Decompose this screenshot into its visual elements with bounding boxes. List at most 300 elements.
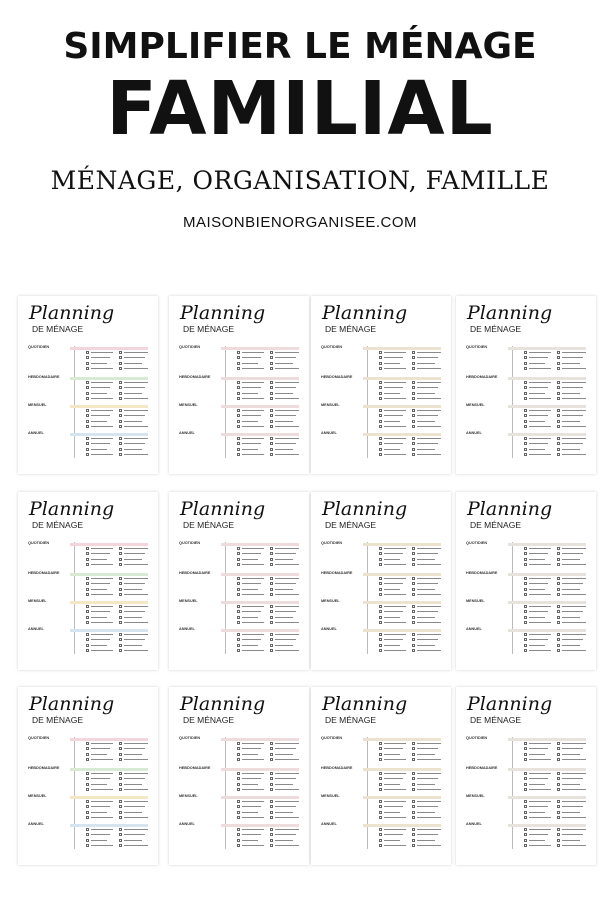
checkbox-icon	[412, 367, 415, 370]
task-checkbox	[412, 453, 441, 456]
task-checkbox	[557, 547, 586, 550]
card-title: Planning	[322, 302, 408, 324]
task-text-placeholder	[124, 789, 148, 790]
checkbox-icon	[379, 577, 382, 580]
task-text-placeholder	[562, 352, 586, 353]
task-text-placeholder	[529, 387, 548, 388]
section-label: MENSUEL	[179, 794, 198, 798]
card-section	[26, 404, 150, 430]
card-section	[464, 346, 588, 372]
checkbox-icon	[379, 610, 382, 613]
task-checkbox	[557, 425, 586, 428]
task-checkbox	[270, 616, 293, 619]
section-color-bar	[508, 629, 586, 632]
checkbox-icon	[119, 621, 122, 624]
checkbox-icon	[557, 800, 560, 803]
task-text-placeholder	[275, 806, 296, 807]
card-subtitle: DE MÉNAGE	[470, 324, 522, 334]
task-text-placeholder	[529, 426, 551, 427]
task-checkbox	[557, 783, 580, 786]
task-checkbox	[379, 547, 406, 550]
task-text-placeholder	[275, 778, 296, 779]
checkbox-icon	[270, 356, 273, 359]
task-text-placeholder	[124, 759, 148, 760]
checkbox-icon	[412, 777, 415, 780]
task-checkbox	[412, 758, 441, 761]
task-text-placeholder	[562, 553, 583, 554]
checkbox-icon	[237, 811, 240, 814]
task-text-placeholder	[384, 363, 400, 364]
task-checkbox	[237, 649, 264, 652]
checkbox-icon	[237, 605, 240, 608]
checkbox-icon	[379, 805, 382, 808]
task-checkbox	[119, 828, 148, 831]
checkbox-icon	[412, 397, 415, 400]
task-text-placeholder	[562, 778, 583, 779]
checkbox-icon	[379, 392, 382, 395]
task-checkbox	[379, 582, 403, 585]
checkbox-icon	[86, 649, 89, 652]
task-checkbox	[524, 742, 551, 745]
task-text-placeholder	[124, 398, 148, 399]
task-checkbox	[379, 811, 400, 814]
task-text-placeholder	[275, 622, 299, 623]
task-text-placeholder	[124, 415, 145, 416]
task-checkbox	[557, 381, 586, 384]
task-checkbox	[379, 397, 406, 400]
card-section	[464, 572, 588, 598]
checkbox-icon	[237, 788, 240, 791]
task-text-placeholder	[562, 589, 580, 590]
task-row	[319, 563, 443, 568]
task-text-placeholder	[242, 743, 264, 744]
task-text-placeholder	[124, 559, 142, 560]
checkbox-icon	[412, 420, 415, 423]
checkbox-icon	[270, 783, 273, 786]
checkbox-icon	[119, 547, 122, 550]
checkbox-icon	[557, 742, 560, 745]
task-text-placeholder	[529, 393, 545, 394]
checkbox-icon	[524, 448, 527, 451]
checkbox-icon	[379, 633, 382, 636]
task-checkbox	[557, 633, 586, 636]
task-text-placeholder	[384, 368, 406, 369]
task-text-placeholder	[91, 387, 110, 388]
task-checkbox	[237, 563, 264, 566]
checkbox-icon	[557, 783, 560, 786]
task-checkbox	[557, 414, 583, 417]
checkbox-icon	[524, 621, 527, 624]
task-row	[319, 788, 443, 793]
task-checkbox	[237, 453, 264, 456]
task-text-placeholder	[562, 634, 586, 635]
task-text-placeholder	[562, 617, 580, 618]
task-checkbox	[524, 758, 551, 761]
card-subtitle: DE MÉNAGE	[325, 520, 377, 530]
task-text-placeholder	[275, 639, 296, 640]
checkbox-icon	[379, 649, 382, 652]
section-color-bar	[70, 796, 148, 799]
checkbox-icon	[86, 558, 89, 561]
task-text-placeholder	[275, 829, 299, 830]
task-text-placeholder	[242, 840, 258, 841]
task-checkbox	[557, 805, 583, 808]
task-text-placeholder	[275, 634, 299, 635]
task-row	[26, 453, 150, 458]
checkbox-icon	[237, 442, 240, 445]
checkbox-icon	[524, 758, 527, 761]
section-color-bar	[508, 796, 586, 799]
section-color-bar	[70, 347, 148, 350]
section-label: ANNUEL	[28, 431, 44, 435]
task-checkbox	[412, 367, 441, 370]
checkbox-icon	[237, 558, 240, 561]
task-row	[26, 788, 150, 793]
task-checkbox	[270, 644, 293, 647]
checkbox-icon	[119, 425, 122, 428]
card-section	[177, 346, 301, 372]
task-checkbox	[379, 610, 403, 613]
checkbox-icon	[524, 616, 527, 619]
checkbox-icon	[270, 839, 273, 842]
task-text-placeholder	[562, 812, 580, 813]
task-checkbox	[412, 828, 441, 831]
task-checkbox	[237, 367, 264, 370]
checkbox-icon	[237, 621, 240, 624]
task-row	[177, 758, 301, 763]
task-row	[319, 367, 443, 372]
task-text-placeholder	[529, 548, 551, 549]
task-text-placeholder	[242, 449, 258, 450]
task-checkbox	[270, 777, 296, 780]
task-text-placeholder	[242, 594, 264, 595]
task-checkbox	[237, 788, 264, 791]
task-text-placeholder	[562, 784, 580, 785]
checkbox-icon	[379, 552, 382, 555]
task-text-placeholder	[275, 553, 296, 554]
checkbox-icon	[379, 397, 382, 400]
task-text-placeholder	[275, 398, 299, 399]
checkbox-icon	[379, 381, 382, 384]
checkbox-icon	[237, 844, 240, 847]
task-text-placeholder	[242, 829, 264, 830]
task-checkbox	[412, 649, 441, 652]
task-checkbox	[237, 616, 258, 619]
task-checkbox	[86, 638, 110, 641]
task-text-placeholder	[384, 773, 406, 774]
task-text-placeholder	[417, 789, 441, 790]
section-color-bar	[363, 601, 441, 604]
task-checkbox	[379, 351, 406, 354]
task-text-placeholder	[124, 840, 142, 841]
checkbox-icon	[237, 816, 240, 819]
task-checkbox	[379, 362, 400, 365]
task-checkbox	[557, 800, 586, 803]
task-text-placeholder	[529, 801, 551, 802]
checkbox-icon	[379, 351, 382, 354]
task-checkbox	[86, 577, 113, 580]
task-checkbox	[86, 582, 110, 585]
task-checkbox	[379, 414, 403, 417]
task-row	[177, 453, 301, 458]
task-checkbox	[379, 616, 400, 619]
task-row	[26, 844, 150, 849]
checkbox-icon	[379, 605, 382, 608]
section-color-bar	[221, 738, 299, 741]
task-row	[26, 563, 150, 568]
planning-card	[456, 296, 596, 474]
task-text-placeholder	[384, 806, 403, 807]
task-checkbox	[379, 839, 400, 842]
checkbox-icon	[270, 800, 273, 803]
task-text-placeholder	[242, 789, 264, 790]
task-checkbox	[119, 788, 148, 791]
task-checkbox	[412, 811, 435, 814]
task-checkbox	[379, 753, 400, 756]
task-text-placeholder	[417, 449, 435, 450]
checkbox-icon	[524, 367, 527, 370]
task-text-placeholder	[275, 611, 296, 612]
task-text-placeholder	[562, 583, 583, 584]
task-text-placeholder	[242, 845, 264, 846]
task-checkbox	[557, 420, 580, 423]
task-checkbox	[86, 563, 113, 566]
checkbox-icon	[557, 425, 560, 428]
task-checkbox	[86, 547, 113, 550]
section-label: ANNUEL	[466, 822, 482, 826]
task-checkbox	[86, 392, 107, 395]
task-checkbox	[237, 833, 261, 836]
section-label: MENSUEL	[179, 403, 198, 407]
task-text-placeholder	[417, 622, 441, 623]
task-checkbox	[524, 833, 548, 836]
checkbox-icon	[557, 644, 560, 647]
checkbox-icon	[379, 425, 382, 428]
task-row	[319, 649, 443, 654]
section-color-bar	[221, 824, 299, 827]
checkbox-icon	[237, 783, 240, 786]
task-row	[464, 425, 588, 430]
task-text-placeholder	[417, 845, 441, 846]
task-checkbox	[379, 356, 403, 359]
checkbox-icon	[86, 409, 89, 412]
checkbox-icon	[412, 833, 415, 836]
planning-card	[311, 492, 451, 670]
task-text-placeholder	[91, 415, 110, 416]
checkbox-icon	[379, 414, 382, 417]
section-label: HEBDOMADAIRE	[321, 375, 353, 379]
task-text-placeholder	[275, 759, 299, 760]
task-checkbox	[270, 844, 299, 847]
task-checkbox	[270, 420, 293, 423]
checkbox-icon	[412, 381, 415, 384]
task-checkbox	[524, 381, 551, 384]
task-checkbox	[524, 633, 551, 636]
checkbox-icon	[412, 605, 415, 608]
card-section	[177, 767, 301, 793]
task-text-placeholder	[124, 806, 145, 807]
section-color-bar	[70, 543, 148, 546]
checkbox-icon	[524, 753, 527, 756]
task-text-placeholder	[275, 594, 299, 595]
task-text-placeholder	[384, 606, 406, 607]
task-checkbox	[119, 758, 148, 761]
task-text-placeholder	[529, 840, 545, 841]
task-text-placeholder	[529, 748, 548, 749]
task-row	[464, 367, 588, 372]
checkbox-icon	[557, 610, 560, 613]
task-text-placeholder	[417, 754, 435, 755]
task-text-placeholder	[91, 801, 113, 802]
checkbox-icon	[524, 633, 527, 636]
task-text-placeholder	[275, 421, 293, 422]
checkbox-icon	[237, 593, 240, 596]
checkbox-icon	[237, 758, 240, 761]
checkbox-icon	[237, 833, 240, 836]
task-text-placeholder	[384, 784, 400, 785]
task-text-placeholder	[91, 845, 113, 846]
card-subtitle: DE MÉNAGE	[470, 715, 522, 725]
task-text-placeholder	[562, 754, 580, 755]
task-checkbox	[237, 362, 258, 365]
checkbox-icon	[270, 397, 273, 400]
task-text-placeholder	[275, 548, 299, 549]
checkbox-icon	[379, 588, 382, 591]
task-checkbox	[237, 437, 264, 440]
task-checkbox	[524, 783, 545, 786]
task-checkbox	[86, 783, 107, 786]
task-checkbox	[524, 397, 551, 400]
task-text-placeholder	[242, 368, 264, 369]
checkbox-icon	[86, 633, 89, 636]
section-color-bar	[508, 573, 586, 576]
task-text-placeholder	[384, 778, 403, 779]
checkbox-icon	[379, 644, 382, 647]
task-row	[464, 397, 588, 402]
task-checkbox	[412, 805, 438, 808]
task-text-placeholder	[124, 801, 148, 802]
checkbox-icon	[86, 453, 89, 456]
task-text-placeholder	[275, 387, 296, 388]
task-text-placeholder	[384, 449, 400, 450]
section-label: HEBDOMADAIRE	[28, 571, 60, 575]
task-checkbox	[379, 392, 400, 395]
task-checkbox	[86, 437, 113, 440]
task-checkbox	[524, 442, 548, 445]
task-text-placeholder	[275, 817, 299, 818]
section-label: HEBDOMADAIRE	[179, 571, 211, 575]
task-text-placeholder	[529, 759, 551, 760]
section-color-bar	[508, 405, 586, 408]
checkbox-icon	[119, 747, 122, 750]
checkbox-icon	[119, 437, 122, 440]
task-text-placeholder	[242, 352, 264, 353]
section-color-bar	[70, 573, 148, 576]
task-checkbox	[86, 777, 110, 780]
task-checkbox	[379, 742, 406, 745]
task-row	[26, 758, 150, 763]
planning-card	[311, 296, 451, 474]
card-section	[319, 404, 443, 430]
task-checkbox	[86, 588, 107, 591]
checkbox-icon	[237, 742, 240, 745]
checkbox-icon	[86, 351, 89, 354]
checkbox-icon	[270, 633, 273, 636]
task-checkbox	[412, 616, 435, 619]
checkbox-icon	[119, 788, 122, 791]
task-text-placeholder	[242, 634, 264, 635]
task-text-placeholder	[529, 773, 551, 774]
task-checkbox	[86, 448, 107, 451]
checkbox-icon	[524, 811, 527, 814]
task-checkbox	[379, 593, 406, 596]
checkbox-icon	[379, 547, 382, 550]
website-link[interactable]: MAISONBIENORGANISEE.COM	[182, 214, 418, 231]
checkbox-icon	[119, 563, 122, 566]
task-row	[177, 621, 301, 626]
task-checkbox	[237, 644, 258, 647]
section-color-bar	[221, 433, 299, 436]
task-text-placeholder	[384, 611, 403, 612]
task-checkbox	[119, 356, 145, 359]
task-checkbox	[86, 409, 113, 412]
task-text-placeholder	[275, 368, 299, 369]
task-checkbox	[237, 758, 264, 761]
section-label: ANNUEL	[321, 627, 337, 631]
task-checkbox	[119, 558, 142, 561]
task-text-placeholder	[417, 645, 435, 646]
checkbox-icon	[119, 605, 122, 608]
task-text-placeholder	[384, 387, 403, 388]
task-text-placeholder	[529, 415, 548, 416]
checkbox-icon	[237, 547, 240, 550]
task-checkbox	[412, 816, 441, 819]
task-text-placeholder	[124, 410, 148, 411]
task-checkbox	[557, 593, 586, 596]
task-checkbox	[119, 649, 148, 652]
checkbox-icon	[237, 392, 240, 395]
task-checkbox	[270, 442, 296, 445]
checkbox-icon	[412, 437, 415, 440]
task-checkbox	[270, 414, 296, 417]
checkbox-icon	[412, 453, 415, 456]
task-checkbox	[270, 356, 296, 359]
task-checkbox	[86, 453, 113, 456]
checkbox-icon	[270, 742, 273, 745]
card-subtitle: DE MÉNAGE	[32, 520, 84, 530]
task-checkbox	[412, 833, 438, 836]
checkbox-icon	[412, 593, 415, 596]
card-section	[319, 767, 443, 793]
task-text-placeholder	[242, 578, 264, 579]
task-text-placeholder	[91, 650, 113, 651]
section-label: ANNUEL	[321, 431, 337, 435]
card-section	[319, 737, 443, 763]
checkbox-icon	[557, 453, 560, 456]
section-label: QUOTIDIEN	[28, 736, 50, 740]
checkbox-icon	[119, 381, 122, 384]
card-section	[319, 600, 443, 626]
section-label: HEBDOMADAIRE	[466, 375, 498, 379]
task-checkbox	[379, 828, 406, 831]
section-color-bar	[70, 405, 148, 408]
task-checkbox	[270, 753, 293, 756]
task-checkbox	[270, 593, 299, 596]
checkbox-icon	[524, 833, 527, 836]
section-color-bar	[221, 601, 299, 604]
task-text-placeholder	[529, 784, 545, 785]
task-checkbox	[412, 633, 441, 636]
